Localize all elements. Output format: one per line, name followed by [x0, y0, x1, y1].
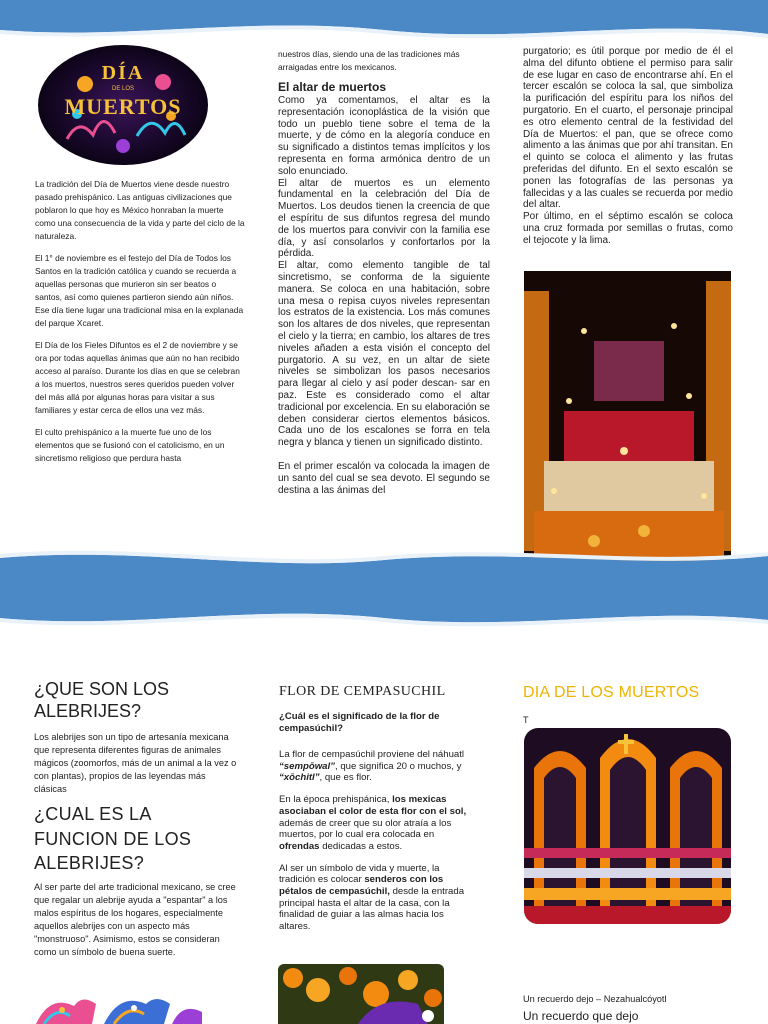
top-wave-decoration	[0, 0, 768, 46]
dia-de-muertos-logo	[37, 44, 209, 166]
top-wave-decoration	[0, 590, 768, 636]
logo-title-line1: DÍA	[101, 62, 145, 84]
alebrije-illustration	[34, 990, 204, 1024]
paragraph: Como ya comentamos, el altar es la representación iconoplástica de la visión que todo un pueblo tiene sobre el tema de la muerte, y de cómo en la alegoría conduce en su significado a distintos temas implícitos y los representa en forma armónica dentro de un solo enunciado.	[278, 95, 490, 177]
flor-heading: FLOR DE CEMPASUCHIL	[279, 684, 446, 699]
left-column-text	[35, 178, 245, 474]
paragraph: El culto prehispánico a la muerte fue uno de los elementos que se fusionó con el catolicismo, en un sincretismo religioso que perdura hasta	[35, 427, 225, 463]
paragraph: El altar de muertos es un elemento fundamental en la celebración del Día de Muertos. Los deudos tienen la creencia de que el espíritu de sus difuntos regresa del mundo de los muertos para convivir con la familia ese día, y así consolarlos y confortarlos por la pérdida.	[278, 177, 490, 260]
brochure-page-2	[0, 590, 768, 1024]
funcion-text: Al ser parte del arte tradicional mexicano, se cree que regalar un alebrije ayuda a "espantar" a los malos espíritus de los hogares, especialmente aquellos alebrijes con un aspecto más "monstruoso". Asimismo, estos se consideran como un símbolo de buena suerte.	[34, 881, 236, 957]
flor-text	[279, 749, 475, 933]
paragraph: El altar, como elemento tangible de tal sincretismo, se conforma de la siguiente manera. Se coloca en una habitación, sobre una mesa o repisa cuyos niveles representan los estratos de la existencia. Los más comunes son los altares de dos niveles, que representan el cielo y la tierra; en cambio, los altares de tres niveles añaden a esta visión el concepto del purgatorio. A su vez, en un altar de siete niveles se simbolizan los pasos necesarios para llegar al cielo y así poder descan- sar en paz. Este es considerado como el altar tradicional por excelencia. En su elaboración se deben considerar ciertos elementos básicos. Cada uno de los escalones se forra en tela negra y blanca y tienen un significado distinto.	[278, 260, 490, 449]
flor-column	[279, 684, 475, 943]
middle-column	[278, 48, 490, 496]
paragraph: La flor de cempasúchil proviene del náhuatl “sempōwal”, que significa 20 o muchos, y “xōchitl”, que es flor.	[279, 749, 465, 784]
alebrijes-column	[34, 678, 240, 959]
dia-heading: DIA DE LOS MUERTOS	[523, 684, 700, 701]
altar-photo	[524, 271, 731, 567]
bottom-wave-decoration	[0, 548, 768, 590]
altar-photo-2	[524, 728, 731, 924]
paragraph: En la época prehispánica, los mexicas asociaban el color de esta flor con el sol, además de creer que su olor atraía a los muertos, por lo cual era colocada en ofrendas dedicadas a estos.	[279, 794, 467, 852]
flor-question: ¿Cuál es el significado de la flor de cempasúchil?	[279, 711, 440, 734]
paragraph: purgatorio; es útil porque por medio de él el alma del difunto obtiene el permiso para salir de ese lugar en caso de encontrarse ahí. En el tercer escalón se coloca la sal, que simboliza la purificación del espíritu para los niños del purgatorio. En el cuarto, el personaje principal es otro elemento central de la festividad del Día de Muertos: el pan, que se ofrece como alimento a las ánimas que por ahí transitan. En el quinto se coloca el alimento y las frutas preferidas del difunto. En el sexto escalón se ponen las fotografías de las personas ya fallecidas y a las cuales se recuerda por medio del altar.	[523, 46, 733, 211]
recuerdo-large: Un recuerdo que dejo	[523, 1009, 639, 1023]
paragraph: El Día de los Fieles Difuntos es el 2 de noviembre y se ora por todas aquellas ánimas que aún no han recibido acceso al paraíso. Durante los días en que se celebran a los muertos, nuestros seres queridos pueden volver del más allá por algunas horas para visitar a sus familiares y estar cerca de ellos una vez más.	[35, 340, 240, 415]
alebrijes-heading: ¿QUE SON LOS ALEBRIJES?	[34, 679, 170, 721]
paragraph: En el primer escalón va colocada la imagen de un santo del cual se sea devoto. El segundo se destina a las ánimas del	[278, 460, 490, 496]
recuerdo-line: Un recuerdo dejo – Nezahualcóyotl	[523, 994, 667, 1004]
dia-mark: T	[523, 715, 529, 725]
alebrijes-text: Los alebrijes son un tipo de artesanía mexicana que representa diferentes figuras de animales mágicos (zoomorfos, más de un animal a la vez o con plantas), propios de las leyendas más clásicas	[34, 732, 237, 794]
middle-intro: nuestros días, siendo una de las tradiciones más arraigadas entre los mexicanos.	[278, 49, 460, 72]
dia-column	[523, 684, 743, 725]
altar-text	[278, 95, 490, 496]
logo-title-line3: MUERTOS	[64, 94, 182, 119]
paragraph: El 1° de noviembre es el festejo del Día de Todos los Santos en la tradición católica y cuando se recuerda a aquellas personas que murieron sin ser beatos o santos, así como quienes partieron siendo aún niños. Ese día tiene lugar una tradicional misa en la explanada del parque Xcaret.	[35, 253, 244, 328]
altar-heading: El altar de muertos	[278, 80, 387, 94]
funcion-heading: ¿CUAL ES LA FUNCION DE LOS ALEBRIJES?	[34, 804, 192, 873]
paragraph: Al ser un símbolo de vida y muerte, la tradición es colocar senderos con los pétalos de cempasúchil, desde la entrada principal hasta el altar de la casa, con la finalidad de guiar a las almas hacia los altares.	[279, 862, 465, 933]
logo-title-line2: DE LOS	[111, 86, 134, 92]
paragraph: La tradición del Día de Muertos viene desde nuestro pasado prehispánico. Las antiguas civilizaciones que poblaron lo que hoy es México honraban la muerte como una consecuencia de la vida y parte del ciclo de la naturaleza.	[35, 179, 245, 241]
cempasuchil-photo	[278, 964, 444, 1024]
right-column-text	[523, 46, 733, 247]
paragraph: Por último, en el séptimo escalón se coloca una cruz formada por semillas o frutas, como el tejocote y la lima.	[523, 211, 733, 246]
